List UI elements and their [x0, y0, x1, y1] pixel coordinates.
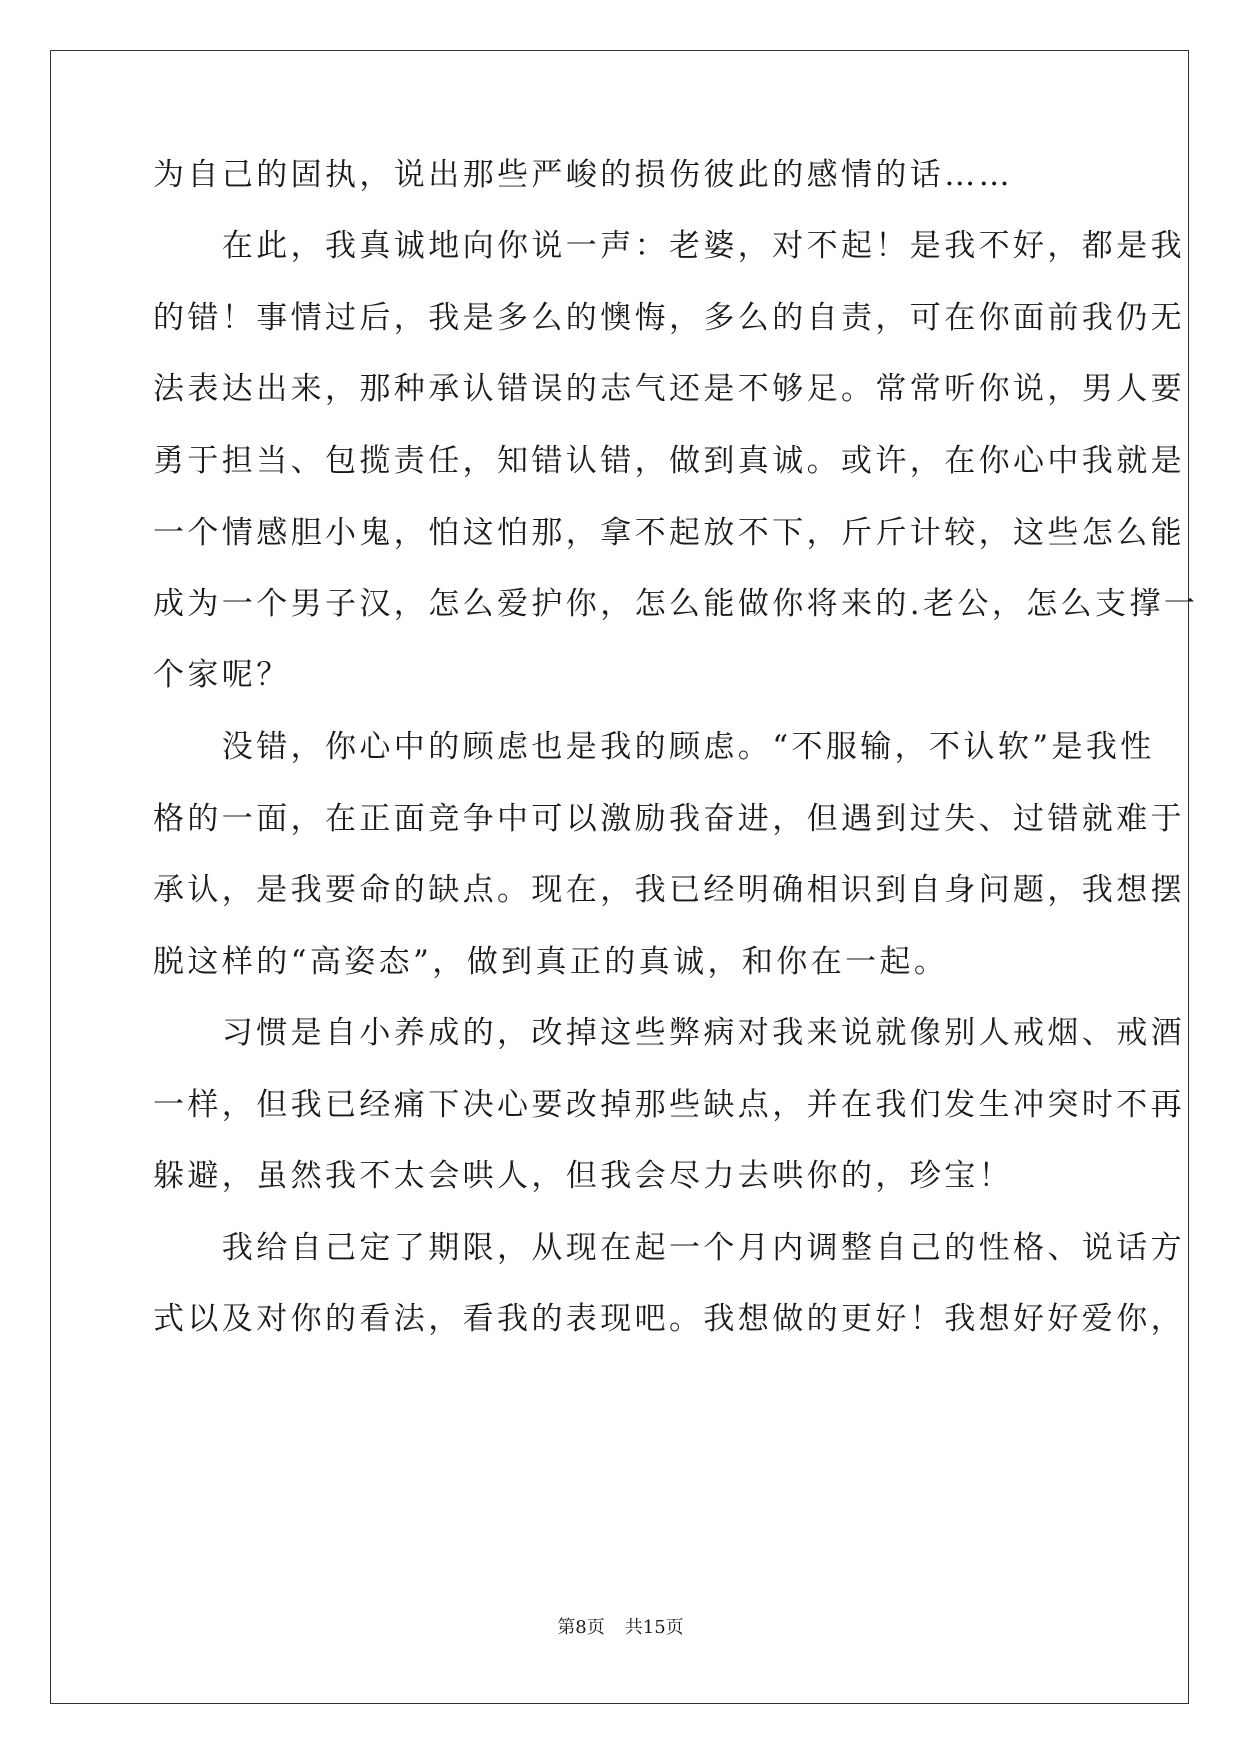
text-line: 成为一个男子汉，怎么爱护你，怎么能做你将来的.老公，怎么支撑一 [153, 586, 1199, 622]
text-line: 的错！事情过后，我是多么的懊悔，多么的自责，可在你面前我仍无 [153, 300, 1185, 336]
text-line: 法表达出来，那种承认错误的志气还是不够足。常常听你说，男人要 [153, 371, 1185, 407]
text-line: 个家呢？ [153, 657, 291, 693]
page-number: 第8页 [557, 1617, 605, 1638]
page-total: 共15页 [624, 1617, 684, 1638]
text-line: 一样，但我已经痛下决心要改掉那些缺点，并在我们发生冲突时不再 [153, 1087, 1185, 1123]
text-line: 在此，我真诚地向你说一声：老婆，对不起！是我不好，都是我 [153, 228, 1185, 264]
text-line: 没错，你心中的顾虑也是我的顾虑。“不服输，不认软”是我性 [153, 729, 1155, 765]
text-line: 一个情感胆小鬼，怕这怕那，拿不起放不下，斤斤计较，这些怎么能 [153, 515, 1185, 551]
text-line: 格的一面，在正面竞争中可以激励我奋进，但遇到过失、过错就难于 [153, 801, 1185, 837]
text-line: 习惯是自小养成的，改掉这些弊病对我来说就像别人戒烟、戒酒 [153, 1015, 1185, 1051]
text-line: 式以及对你的看法，看我的表现吧。我想做的更好！我想好好爱你， [153, 1301, 1185, 1337]
text-line: 为自己的固执，说出那些严峻的损伤彼此的感情的话…… [153, 157, 1013, 193]
text-line: 脱这样的“高姿态”，做到真正的真诚，和你在一起。 [153, 944, 949, 980]
text-line: 我给自己定了期限，从现在起一个月内调整自己的性格、说话方 [153, 1230, 1185, 1266]
page-footer [0, 1616, 1241, 1640]
text-line: 躲避，虽然我不太会哄人，但我会尽力去哄你的，珍宝！ [153, 1158, 1013, 1194]
text-line: 承认，是我要命的缺点。现在，我已经明确相识到自身问题，我想摆 [153, 872, 1185, 908]
text-line: 勇于担当、包揽责任，知错认错，做到真诚。或许，在你心中我就是 [153, 443, 1185, 479]
